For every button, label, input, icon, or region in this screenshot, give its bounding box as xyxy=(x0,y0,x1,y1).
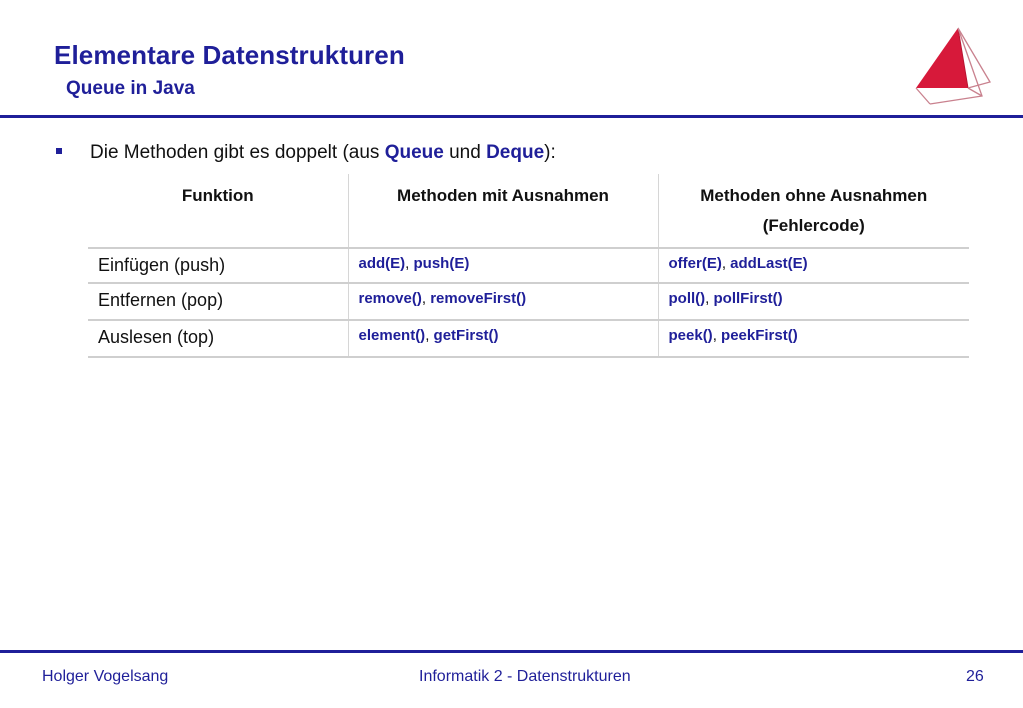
method-name: addLast(E) xyxy=(730,255,808,272)
square-bullet-icon xyxy=(56,148,62,154)
methods-without-exceptions-cell xyxy=(658,248,969,283)
bullet-text-suffix: ): xyxy=(544,142,556,163)
bullet-item xyxy=(56,142,556,164)
header-with-exceptions: Methoden mit Ausnahmen xyxy=(348,174,658,248)
method-name: add(E) xyxy=(358,255,406,272)
method-name: peekFirst() xyxy=(721,327,798,344)
table-row xyxy=(88,320,969,357)
method-separator: , xyxy=(405,255,414,272)
method-name: peek() xyxy=(668,327,713,344)
footer-divider xyxy=(0,650,1023,653)
keyword-queue: Queue xyxy=(384,142,444,163)
method-name: push(E) xyxy=(413,255,470,272)
methods-without-exceptions-cell xyxy=(658,283,969,320)
header-without-exceptions-line1: Methoden ohne Ausnahmen xyxy=(700,186,928,205)
method-name: removeFirst() xyxy=(430,290,527,307)
methods-without-exceptions-cell xyxy=(658,320,969,357)
page-title: Elementare Datenstrukturen xyxy=(54,40,405,70)
footer-page-number: 26 xyxy=(966,668,984,685)
methods-with-exceptions-cell xyxy=(348,283,658,320)
function-cell: Entfernen (pop) xyxy=(88,283,348,320)
method-separator: , xyxy=(705,290,714,307)
footer-course: Informatik 2 - Datenstrukturen xyxy=(419,668,631,685)
methods-table xyxy=(88,174,969,358)
header-function: Funktion xyxy=(88,174,348,248)
method-name: remove() xyxy=(358,290,422,307)
method-name: pollFirst() xyxy=(713,290,783,307)
method-separator: , xyxy=(721,255,731,272)
bullet-text-middle: und xyxy=(443,142,487,163)
header-without-exceptions-line2: (Fehlercode) xyxy=(762,216,865,235)
method-separator: , xyxy=(425,327,434,344)
header-divider xyxy=(0,115,1023,118)
method-name: offer(E) xyxy=(668,255,722,272)
sail-logo-icon xyxy=(910,24,994,114)
bullet-text-prefix: Die Methoden gibt es doppelt (aus xyxy=(90,142,385,163)
function-cell: Auslesen (top) xyxy=(88,320,348,357)
methods-with-exceptions-cell xyxy=(348,248,658,283)
function-cell: Einfügen (push) xyxy=(88,248,348,283)
table-row xyxy=(88,248,969,283)
table-header-row xyxy=(88,174,969,248)
page-subtitle: Queue in Java xyxy=(66,78,195,99)
table-row xyxy=(88,283,969,320)
footer-author: Holger Vogelsang xyxy=(42,668,169,685)
methods-with-exceptions-cell xyxy=(348,320,658,357)
method-name: poll() xyxy=(668,290,706,307)
method-name: element() xyxy=(358,327,426,344)
header-without-exceptions xyxy=(658,174,969,248)
keyword-deque: Deque xyxy=(486,142,545,163)
method-separator: , xyxy=(712,327,722,344)
method-separator: , xyxy=(421,290,431,307)
method-name: getFirst() xyxy=(433,327,499,344)
